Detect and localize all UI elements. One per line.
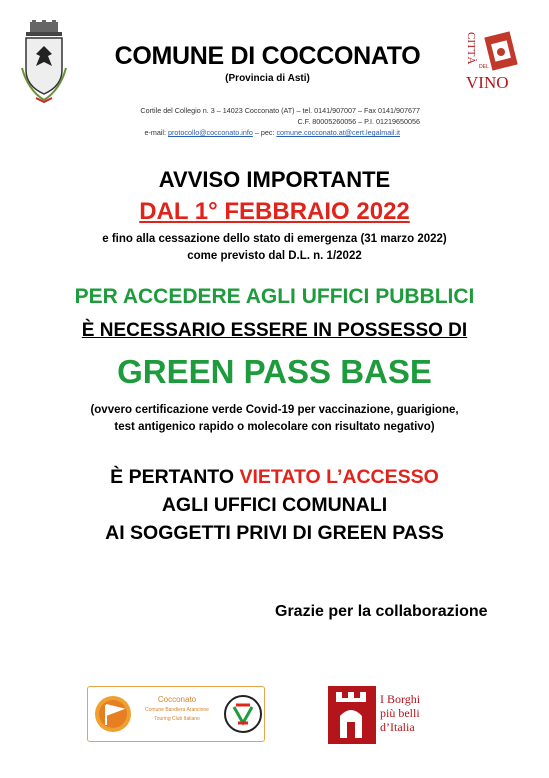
page-title: COMUNE DI COCCONATO xyxy=(114,42,421,70)
necessary-heading: È NECESSARIO ESSERE IN POSSESSO DI xyxy=(81,320,468,341)
address-line: Cortile del Collegio n. 3 – 14023 Cocconato (AT) – tel. 0141/907007 – Fax 0141/907677 xyxy=(140,106,420,115)
notice-date: DAL 1° FEBBRAIO 2022 xyxy=(139,198,410,225)
citta-logo-text-small: DEL xyxy=(479,64,489,70)
bandiera-line-3: Touring Club Italiano xyxy=(154,716,200,722)
notice-subtitle-2: come previsto dal D.L. n. 1/2022 xyxy=(187,250,362,262)
bandiera-line-2: Comune Bandiera Arancione xyxy=(145,707,209,713)
ban-line-2: AGLI UFFICI COMUNALI xyxy=(161,494,388,516)
ban-prefix: È PERTANTO xyxy=(110,466,240,488)
coat-of-arms-icon xyxy=(18,20,70,106)
ban-line-1 xyxy=(0,466,549,489)
bandiera-title: Cocconato xyxy=(157,695,197,704)
email-prefix: e-mail: xyxy=(144,128,167,137)
citta-logo-text-bottom: VINO xyxy=(466,73,509,92)
pec-prefix: – pec: xyxy=(254,128,275,137)
borghi-line-2: più belli xyxy=(380,706,420,720)
bandiera-text xyxy=(136,695,218,722)
fiscal-code-line: C.F. 80005260056 – P.I. 01219650056 xyxy=(297,117,420,126)
orange-flag-icon xyxy=(94,695,132,733)
thanks-note: Grazie per la collaborazione xyxy=(275,603,488,620)
borghi-text xyxy=(380,692,420,734)
notice-headline: AVVISO IMPORTANTE xyxy=(158,167,391,192)
borghi-line-1: I Borghi xyxy=(380,692,421,706)
province-label: (Provincia di Asti) xyxy=(225,73,310,84)
notice-subtitle-1: e fino alla cessazione dello stato di emergenza (31 marzo 2022) xyxy=(102,233,447,245)
ban-line-3: AI SOGGETTI PRIVI DI GREEN PASS xyxy=(105,522,444,544)
ban-highlight: VIETATO L’ACCESSO xyxy=(239,466,439,488)
explanation-line-2: test antigenico rapido o molecolare con risultato negativo) xyxy=(114,421,435,433)
touring-club-icon xyxy=(224,693,262,735)
explanation-line-1: (ovvero certificazione verde Covid-19 per vaccinazione, guarigione, xyxy=(90,404,459,416)
bandiera-arancione-logo xyxy=(87,686,265,742)
email-link[interactable]: protocollo@cocconato.info xyxy=(168,128,253,137)
contact-line xyxy=(0,128,400,137)
access-heading: PER ACCEDERE AGLI UFFICI PUBBLICI xyxy=(74,285,475,308)
green-pass-heading: GREEN PASS BASE xyxy=(117,353,432,390)
castle-tower-icon xyxy=(328,686,376,744)
borghi-line-3: d’Italia xyxy=(380,720,415,734)
borghi-piu-belli-logo xyxy=(328,686,450,744)
pec-link[interactable]: comune.cocconato.at@cert.legalmail.it xyxy=(276,128,400,137)
citta-logo-text-top: CITTÀ xyxy=(465,32,477,65)
citta-del-vino-logo xyxy=(462,24,526,92)
